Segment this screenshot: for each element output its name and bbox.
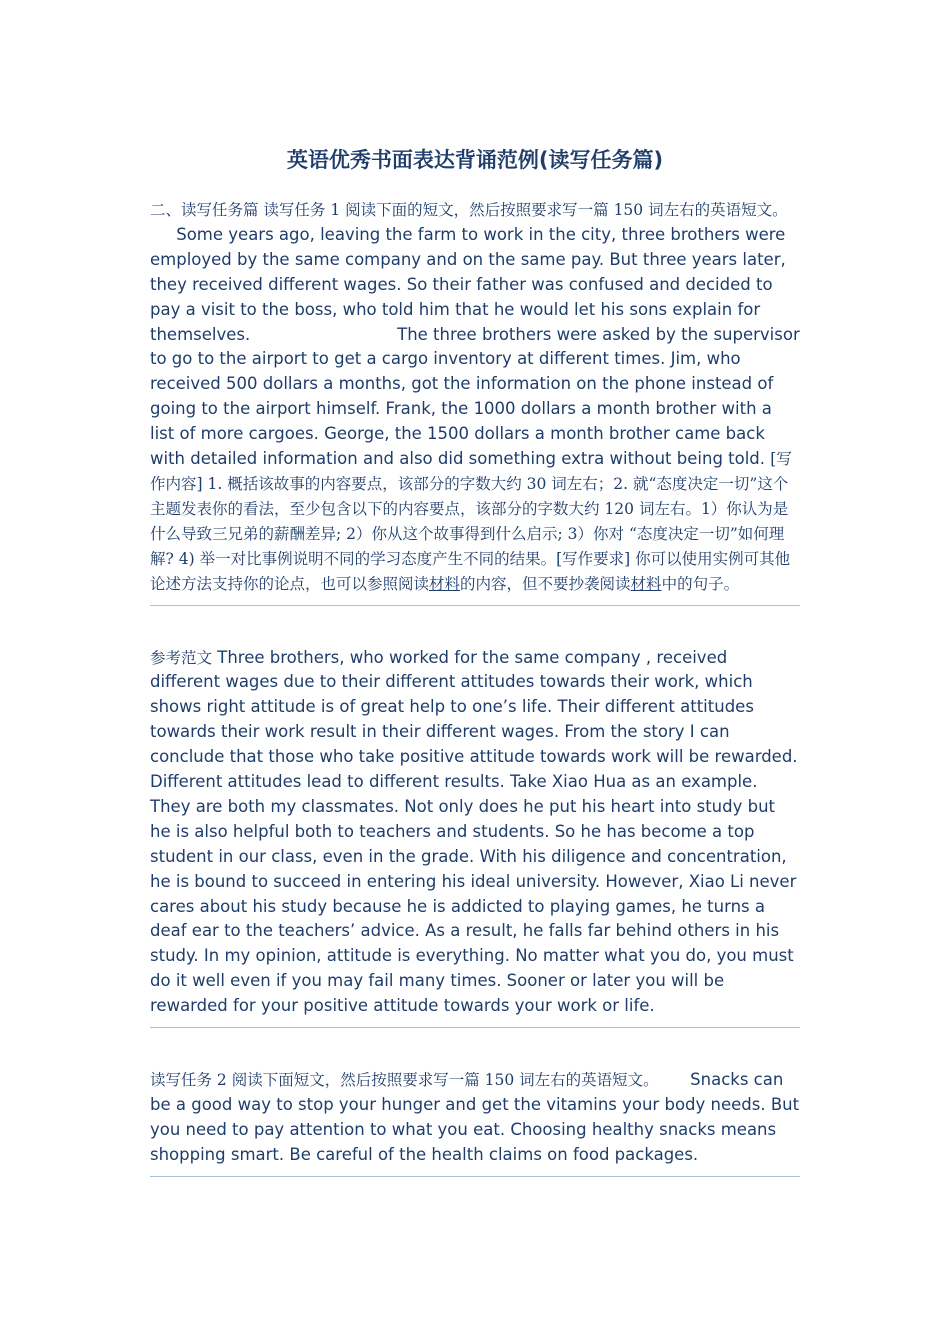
task2-passage: Snacks can be a good way to stop your hunger and get the vitamins your body needs. But you need to pay attention to what you eat. Choosing healthy snacks means shopping smart. Be careful of the health claims on food packages. [150,1070,800,1164]
task1-passage: Some years ago, leaving the farm to work in the city, three brothers were employed by the same company and on the same pay. But three years later, they received different wages. So their father was confused and decided to pay a visit to the boss, who told him that he would let his sons explain for themselves. [150,224,786,344]
task2-paragraph [150,1068,800,1168]
task1-requirements: [写作内容] 1. 概括该故事的内容要点，该部分的字数大约 30 词左右；2. 就“态度决定一切”这个主题发表你的看法，至少包含以下的内容要点，该部分的字数大约 120 词左右。1）你认为是什么导致三兄弟的薪酬差异; 2）你从这个故事得到什么启示; 3）你对 “态度决定一切”如何理解? 4) 举一对比事例说明不同的学习态度产生不同的结果。[写作要求] 你可以使用实例可其他论述方法支持你的论点，也可以参照阅读 [150,450,792,593]
task1-paragraph [150,198,800,597]
document-title: 英语优秀书面表达背诵范例(读写任务篇) [286,148,664,172]
section-divider [150,1176,800,1177]
sample-essay-label: 参考范文 [150,648,213,667]
material-link[interactable]: 材料 [429,574,461,593]
task2-intro: 读写任务 2 阅读下面短文，然后按照要求写一篇 150 词左右的英语短文。 [150,1071,659,1090]
material-link[interactable]: 材料 [630,574,662,593]
sample-essay-paragraph [150,646,800,1020]
task1-passage-continued: The three brothers were asked by the supervisor to go to the airport to get a cargo inventory at different times. Jim, who received 500 dollars a months, got the information on the phone instead of going to the airport himself. Frank, the 1000 dollars a month brother with a list of more cargoes. George, the 1500 dollars a month brother came back with detailed information and also did something extra without being told. [150,324,800,469]
document-page [150,146,800,1177]
sample-essay-text: Three brothers, who worked for the same company , received different wages due to their different attitudes towards their work, which shows right attitude is of great help to one’s life. Their different attitudes towards their work result in their different wages. From the story I can conclude that those who take positive attitude towards work will be rewarded. Different attitudes lead to different results. Take Xiao Hua as an example. They are both my classmates. Not only does he put his heart into study but he is also helpful both to teachers and students. So he has become a top student in our class, even in the grade. With his diligence and concentration, he is bound to succeed in entering his ideal university. However, Xiao Li never cares about his study because he is addicted to playing games, he turns a deaf ear to the teachers’ advice. As a result, he falls far behind others in his study. In my opinion, attitude is everything. No matter what you do, you must do it well even if you may fail many times. Sooner or later you will be rewarded for your positive attitude towards your work or life. [150,647,798,1016]
task1-intro: 二、读写任务篇 读写任务 1 阅读下面的短文，然后按照要求写一篇 150 词左右的英语短文。 [150,201,788,219]
task1-requirements-mid: 的内容，但不要抄袭阅读 [460,574,631,593]
task1-requirements-end: 中的句子。 [661,574,740,593]
